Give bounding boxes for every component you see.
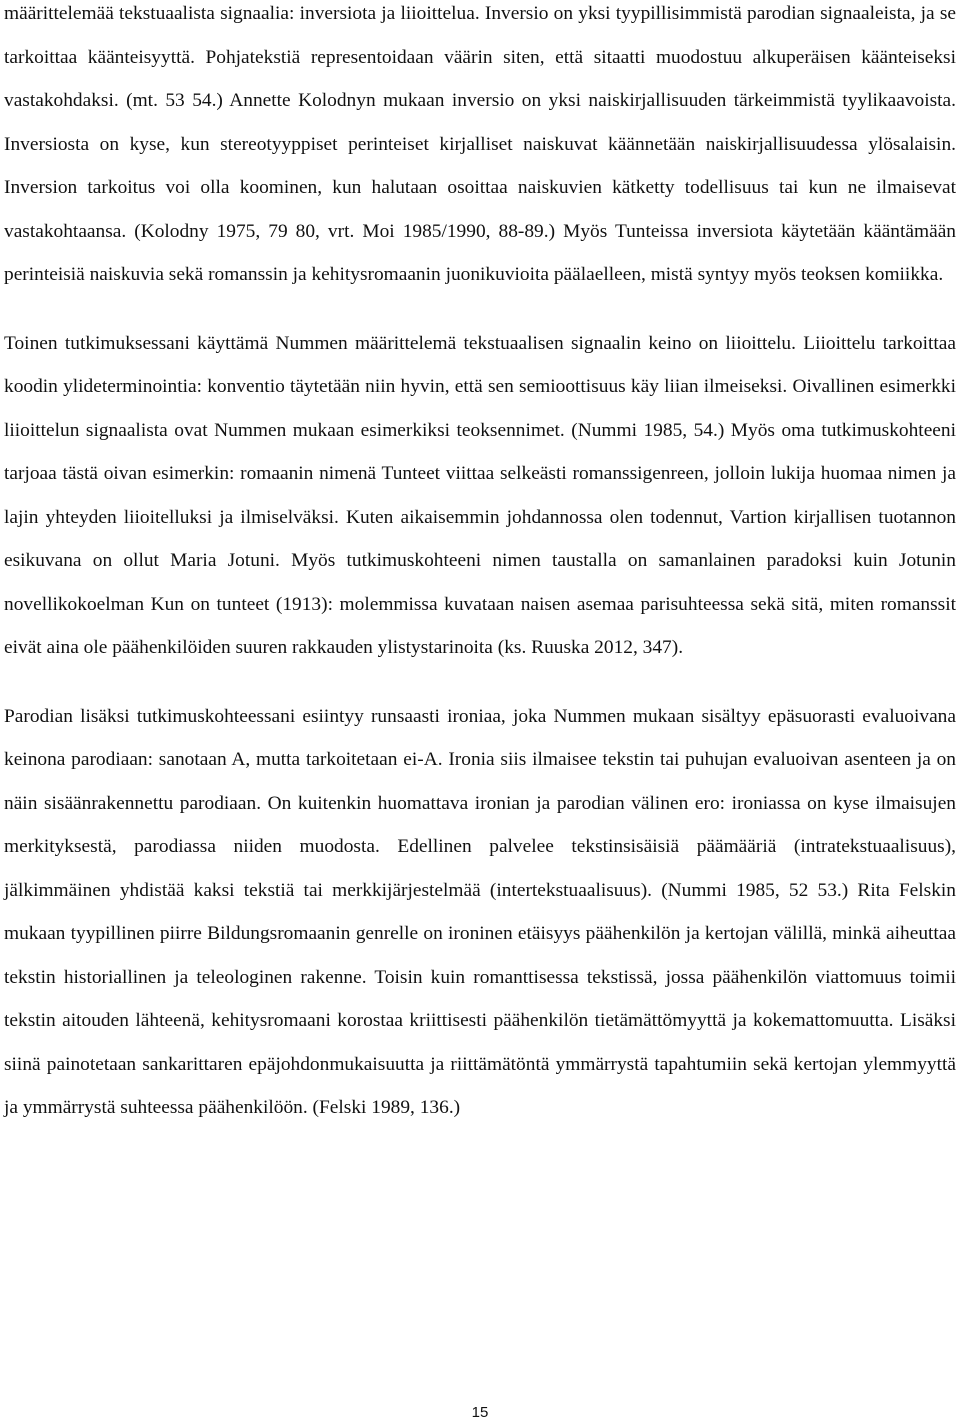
paragraph-exaggeration: Toinen tutkimuksessani käyttämä Nummen määrittelemä tekstuaalisen signaalin keino on liioittelu. Liioittelu tarkoittaa koodin ylideterminointia: konventio täytetään niin hyvin, että sen semioottisuus käy liian ilmeiseksi. Oivallinen esimerkki liioittelun signaalista ovat Nummen mukaan esimerkiksi teoksennimet. (Nummi 1985, 54.) Myös oma tutkimuskohteeni tarjoaa tästä oivan esimerkin: romaanin nimenä Tunteet viittaa selkeästi romanssigenreen, jolloin lukija huomaa nimen ja lajin yhteyden liioitelluksi ja ilmiselväksi. Kuten aikaisemmin johdannossa olen todennut, Vartion kirjallisen tuotannon esikuvana on ollut Maria Jotuni. Myös tutkimuskohteeni nimen taustalla on samanlainen paradoksi kuin Jotunin novellikokoelman Kun on tunteet (1913): molemmissa kuvataan naisen asemaa parisuhteessa sekä sitä, miten romanssit eivät aina ole päähenkilöiden suuren rakkauden ylistystarinoita (ks. Ruuska 2012, 347). xyxy=(4,332,956,658)
paragraph-irony: Parodian lisäksi tutkimuskohteessani esiintyy runsaasti ironiaa, joka Nummen mukaan sisältyy epäsuorasti evaluoivana keinona parodiaan: sanotaan A, mutta tarkoitetaan ei-A. Ironia siis ilmaisee tekstin tai puhujan evaluoivan asenteen ja on näin sisäänrakennettu parodiaan. On kuitenkin huomattava ironian ja parodian välinen ero: ironiassa on kyse ilmaisujen merkityksestä, parodiassa niiden muodosta. Edellinen palvelee tekstinsisäisiä päämääriä (intratekstuaalisuus), jälkimmäinen yhdistää kaksi tekstiä tai merkkijärjestelmää (intertekstuaalisuus). (Nummi 1985, 52 53.) Rita Felskin mukaan tyypillinen piirre Bildungsromaanin genrelle on ironinen etäisyys päähenkilön ja kertojan välillä, minkä aiheuttaa tekstin historiallinen ja teleologinen rakenne. Toisin kuin romanttisessa tekstissä, jossa päähenkilön viattomuus toimii tekstin aitouden lähteenä, kehitysromaani korostaa kriittisesti päähenkilön tietämättömyyttä ja kokemattomuutta. Lisäksi siinä painotetaan sankarittaren epäjohdonmukaisuutta ja riittämätöntä ymmärrystä tapahtumiin sekä kertojan ylemmyyttä ja ymmärrystä suhteessa päähenkilöön. (Felski 1989, 136.) xyxy=(4,705,956,1118)
body-text xyxy=(4,0,956,1130)
paragraph-inversion: määrittelemää tekstuaalista signaalia: inversiota ja liioittelua. Inversio on yksi tyypillisimmistä parodian signaaleista, ja se tarkoittaa käänteisyyttä. Pohjatekstiä representoidaan väärin siten, että sitaatti muodostuu alkuperäisen käänteiseksi vastakohdaksi. (mt. 53 54.) Annette Kolodnyn mukaan inversio on yksi naiskirjallisuuden tärkeimmistä tyylikaavoista. Inversiosta on kyse, kun stereotyyppiset perinteiset kirjalliset naiskuvat käännetään naiskirjallisuudessa ylösalaisin. Inversion tarkoitus voi olla koominen, kun halutaan osoittaa naiskuvien kätketty todellisuus tai kun ne ilmaisevat vastakohtaansa. (Kolodny 1975, 79 80, vrt. Moi 1985/1990, 88-89.) Myös Tunteissa inversiota käytetään kääntämään perinteisiä naiskuvia sekä romanssin ja kehitysromaanin juonikuvioita päälaelleen, mistä syntyy myös teoksen komiikka. xyxy=(4,3,956,285)
page-number: 15 xyxy=(471,1404,489,1421)
